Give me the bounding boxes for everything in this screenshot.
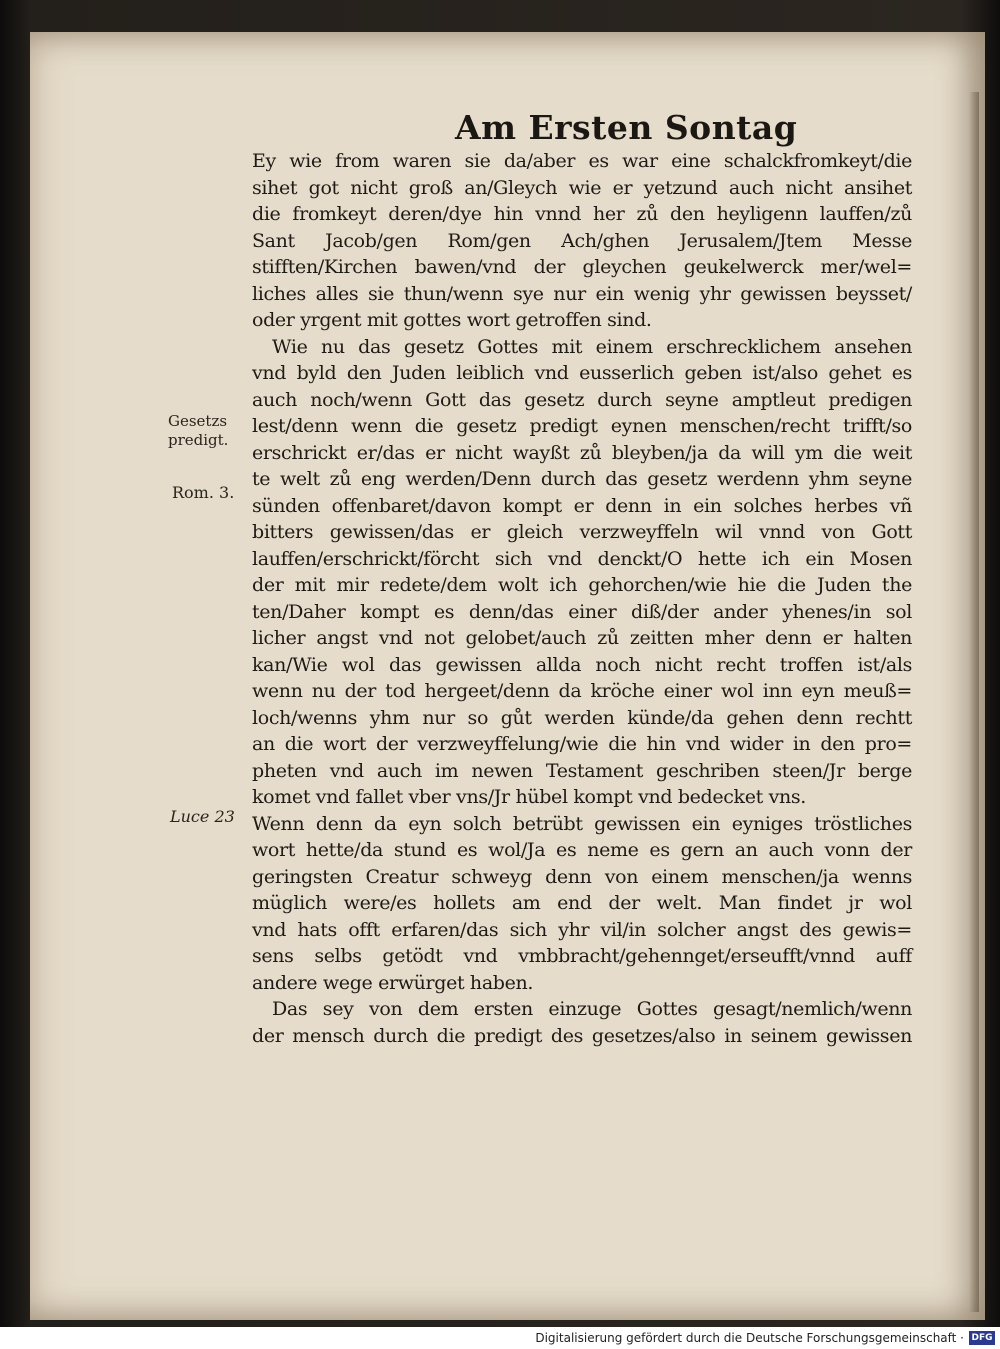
running-head: Am Ersten Sontag [455,108,798,147]
text-line: an die wort der verzweyffelung/wie die hin vnd wider in den pro= [252,733,912,755]
text-line: der mensch durch die predigt des gesetzes/also in seinem gewissen [252,1024,912,1047]
text-line: te welt zů eng werden/Denn durch das gesetz werdenn yhm seyne [252,468,912,490]
page-gutter-shadow [969,92,979,1312]
text-line: stifften/Kirchen bawen/vnd der gleychen geukelwerck mer/wel= [252,256,912,278]
text-line: wort hette/da stund es wol/Ja es neme es gern an auch vonn der [252,839,912,861]
text-line: lest/denn wenn die gesetz predigt eynen menschen/recht trifft/so [252,415,912,437]
margin-note-gesetzs-predigt [168,412,230,450]
text-line: loch/wenns yhm nur so gůt werden künde/da gehen denn rechtt [252,706,912,729]
text-line: andere wege erwürget haben. [252,971,534,994]
text-line: sens selbs getödt vnd vmbbracht/gehennget/erseufft/vnnd auff [252,945,912,967]
text-line: ten/Daher kompt es denn/das einer diß/der ander yhenes/in sol [252,600,912,623]
text-line: wenn nu der tod hergeet/denn da kröche einer wol inn eyn meuß= [252,680,912,702]
text-line: pheten vnd auch im newen Testament geschriben steen/Jr berge [252,759,912,782]
text-line: Wie nu das gesetz Gottes mit einem erschrecklichem ansehen [272,335,912,358]
text-line: vnd byld den Juden leiblich vnd eusserlich geben ist/also gehet es [252,362,912,384]
text-line: lauffen/erschrickt/förcht sich vnd denckt/O hette ich ein Mosen [252,547,912,570]
text-line: erschrickt er/das er nicht wayßt zů bleyben/ja da will ym die weit [252,441,912,464]
footer-credit: Digitalisierung gefördert durch die Deutsche Forschungsgemeinschaft · [535,1331,964,1345]
margin-note-luce: Luce 23 [170,807,235,826]
text-line: Wenn denn da eyn solch betrübt gewissen ein eyniges tröstliches [252,812,912,835]
text-line: kan/Wie wol das gewissen allda noch nicht recht troffen ist/als [252,653,912,676]
text-line: licher angst vnd not gelobet/auch zů zeitten mher denn er halten [252,627,912,649]
text-line: müglich were/es hollets am end der welt. Man findet jr wol [252,892,912,914]
text-line: geringsten Creatur schweyg denn von einem menschen/ja wenns [252,865,912,888]
text-line: sünden offenbaret/davon kompt er denn in ein solches herbes vñ [252,494,912,517]
body-text [252,148,912,1049]
text-line: liches alles sie thun/wenn sye nur ein wenig yhr gewissen beysset/ [252,282,912,305]
text-line: die fromkeyt deren/dye hin vnnd her zů den heyligenn lauffen/zů [252,203,912,225]
text-line: oder yrgent mit gottes wort getroffen sind. [252,309,652,331]
text-line: bitters gewissen/das er gleich verzweyffeln wil vnnd von Gott [252,521,912,543]
footer-bar [0,1327,1000,1349]
text-line: Ey wie from waren sie da/aber es war eine schalckfromkeyt/die [252,150,912,172]
text-line: der mit mir redete/dem wolt ich gehorchen/wie hie die Juden the [252,574,912,596]
text-line: vnd hats offt erfaren/das sich yhr vil/in solcher angst des gewis= [252,918,912,941]
margin-note-text: Gesetzs predigt. [168,412,229,449]
margin-note-rom: Rom. 3. [172,483,235,502]
dfg-logo-icon: DFG [969,1331,995,1345]
text-line: Sant Jacob/gen Rom/gen Ach/ghen Jerusalem/Jtem Messe [252,229,912,252]
text-line: auch noch/wenn Gott das gesetz durch seyne amptleut predigen [252,388,912,411]
text-line: sihet got nicht groß an/Gleych wie er yetzund auch nicht ansihet [252,176,912,199]
text-line: komet vnd fallet vber vns/Jr hübel kompt vnd bedecket vns. [252,786,806,808]
text-line: Das sey von dem ersten einzuge Gottes gesagt/nemlich/wenn [272,998,912,1020]
